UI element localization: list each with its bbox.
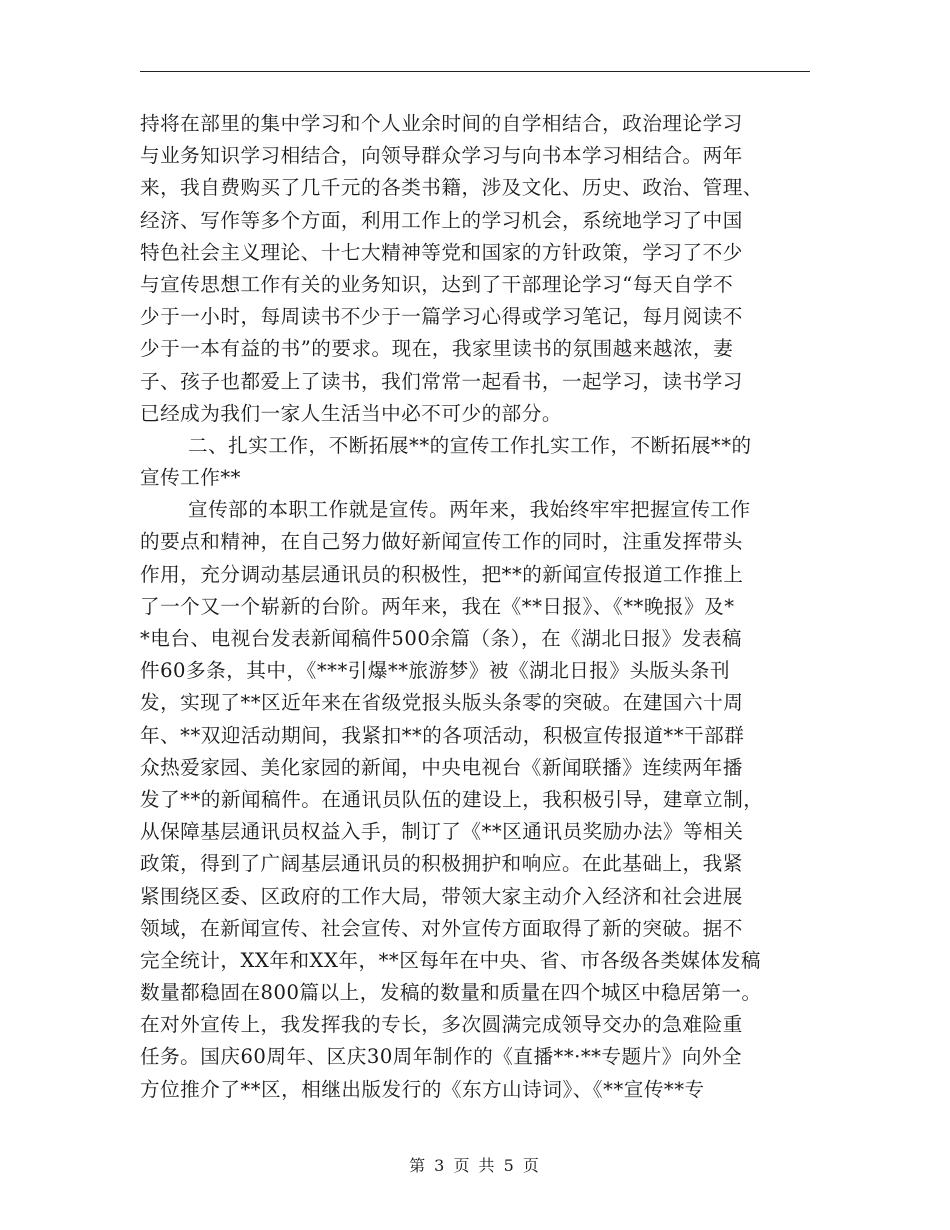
page-number: 第 3 页 共 5 页 [409, 1156, 541, 1175]
text-line: 少于一小时，每周读书不少于一篇学习心得或学习笔记，每月阅读不 [140, 305, 743, 329]
heading-line: 二、扎实工作，不断拓展**的宣传工作扎实工作，不断拓展**的 [188, 433, 752, 457]
paragraph-publicity [140, 494, 810, 1106]
document-body [140, 108, 810, 1106]
text-line: 作用，充分调动基层通讯员的积极性，把**的新闻宣传报道工作推上 [140, 562, 744, 586]
text-line: 宣传部的本职工作就是宣传。两年来，我始终牢牢把握宣传工作 [188, 498, 751, 522]
text-line: 紧围绕区委、区政府的工作大局，带领大家主动介入经济和社会进展 [140, 884, 743, 908]
text-line: 在对外宣传上，我发挥我的专长，多次圆满完成领导交办的急难险重 [140, 1013, 743, 1037]
text-line: 件60多条，其中，《***引爆**旅游梦》被《湖北日报》头版头条刊 [140, 659, 731, 683]
heading-line: 宣传工作** [140, 466, 241, 490]
text-line: 子、孩子也都爱上了读书，我们常常一起看书，一起学习，读书学习 [140, 369, 743, 393]
text-line: 数量都稳固在800篇以上，发稿的数量和质量在四个城区中稳居第一。 [140, 981, 762, 1005]
text-line: 从保障基层通讯员权益入手，制订了《**区通讯员奖励办法》等相关 [140, 820, 744, 844]
text-line: 与宣传思想工作有关的业务知识，达到了干部理论学习“每天自学不 [140, 272, 734, 296]
text-line: 特色社会主义理论、十七大精神等党和国家的方针政策，学习了不少 [140, 240, 743, 264]
text-line: 已经成为我们一家人生活当中必不可少的部分。 [140, 401, 562, 425]
text-line: 众热爱家园、美化家园的新闻，中央电视台《新闻联播》连续两年播 [140, 755, 743, 779]
section-heading [140, 430, 810, 494]
text-line: 经济、写作等多个方面，利用工作上的学习机会，系统地学习了中国 [140, 208, 743, 232]
text-line: 方位推介了**区，相继出版发行的《东方山诗词》、《**宣传**专 [140, 1077, 705, 1101]
text-line: 持将在部里的集中学习和个人业余时间的自学相结合，政治理论学习 [140, 112, 743, 135]
text-line: *电台、电视台发表新闻稿件500余篇（条），在《湖北日报》发表稿 [140, 627, 743, 650]
text-line: 发了**的新闻稿件。在通讯员队伍的建设上，我积极引导，建章立制， [140, 787, 764, 811]
text-line: 了一个又一个崭新的台阶。两年来，我在《**日报》、《**晚报》及* [140, 594, 735, 618]
text-line: 任务。国庆60周年、区庆30周年制作的《直播**·**专题片》向外全 [140, 1045, 743, 1069]
text-line: 的要点和精神，在自己努力做好新闻宣传工作的同时，注重发挥带头 [140, 530, 743, 554]
text-line: 年、**双迎活动期间，我紧扣**的各项活动，积极宣传报道**干部群 [140, 723, 745, 747]
text-line: 完全统计，XX年和XX年，**区每年在中央、省、市各级各类媒体发稿 [140, 948, 761, 972]
header-rule [140, 71, 810, 72]
text-line: 少于一本有益的书”的要求。现在，我家里读书的氛围越来越浓，妻 [140, 337, 734, 361]
text-line: 领域，在新闻宣传、社会宣传、对外宣传方面取得了新的突破。据不 [140, 916, 743, 940]
text-line: 发，实现了**区近年来在省级党报头版头条零的突破。在建国六十周 [140, 691, 744, 715]
text-line: 与业务知识学习相结合，向领导群众学习与向书本学习相结合。两年 [140, 144, 743, 168]
text-line: 政策，得到了广阔基层通讯员的积极拥护和响应。在此基础上，我紧 [140, 852, 743, 876]
paragraph-study [140, 108, 810, 430]
text-line: 来，我自费购买了几千元的各类书籍，涉及文化、历史、政治、管理、 [140, 176, 763, 200]
